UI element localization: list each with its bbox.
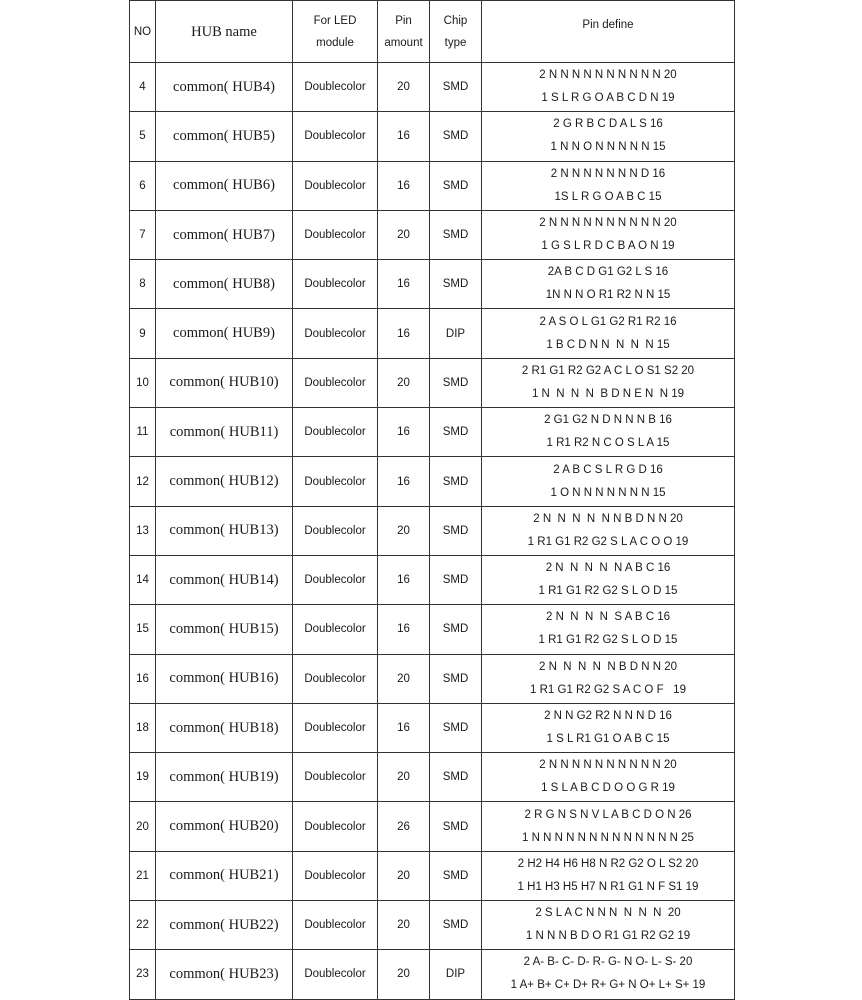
header-pin-line1: Pin <box>395 14 412 27</box>
cell-pin-amount: 20 <box>378 851 430 900</box>
pin-define-even-line: 2 S L A C N N N N N N 20 <box>535 907 681 920</box>
pin-define-odd-line: 1 N N O N N N N N 15 <box>550 141 666 154</box>
cell-hub-name: common( HUB15) <box>156 605 293 654</box>
cell-module: Doublecolor <box>293 457 378 506</box>
cell-pin-amount: 16 <box>378 161 430 210</box>
cell-module: Doublecolor <box>293 555 378 604</box>
pin-define-even-line: 2 N N G2 R2 N N N D 16 <box>544 710 672 722</box>
pin-define-odd-line: 1 S L R G O A B C D N 19 <box>541 92 675 105</box>
pin-define-even-line: 2 N N N N S A B C 16 <box>546 611 670 624</box>
pin-define-odd-line: 1 H1 H3 H5 H7 N R1 G1 N F S1 19 <box>517 880 699 893</box>
cell-chip-type: SMD <box>430 161 482 210</box>
table-row <box>130 63 735 112</box>
cell-hub-name: common( HUB13) <box>156 506 293 555</box>
pin-define-odd-line: 1 N N N B D O R1 G1 R2 G2 19 <box>525 930 691 943</box>
cell-no: 14 <box>130 555 156 604</box>
pin-define-even-line: 2 N N N N N N N N N N 20 <box>539 69 677 82</box>
cell-hub-name: common( HUB18) <box>156 703 293 752</box>
cell-pin-amount: 20 <box>378 63 430 112</box>
pin-define-odd-line: 1 G S L R D C B A O N 19 <box>541 240 675 253</box>
cell-no: 9 <box>130 309 156 358</box>
header-chip-type <box>430 1 482 63</box>
cell-no: 21 <box>130 851 156 900</box>
pin-define-odd-line: 1 S L R1 G1 O A B C 15 <box>546 733 670 745</box>
table-row <box>130 210 735 259</box>
cell-module: Doublecolor <box>293 309 378 358</box>
cell-pin-define <box>482 457 735 506</box>
hub-pin-table <box>129 0 735 1000</box>
pin-define-odd-line: 1 R1 G1 R2 G2 S L O D 15 <box>538 585 678 598</box>
cell-no: 13 <box>130 506 156 555</box>
cell-no: 11 <box>130 408 156 457</box>
pin-define-odd-line: 1 O N N N N N N N 15 <box>550 486 666 499</box>
table-row <box>130 358 735 407</box>
pin-define-odd-line: 1 N N N N N N N N N N N N N 25 <box>522 831 694 844</box>
table-row <box>130 901 735 950</box>
cell-no: 5 <box>130 112 156 161</box>
header-module <box>293 1 378 63</box>
table-row <box>130 506 735 555</box>
pin-define-even-line: 2 R1 G1 R2 G2 A C L O S1 S2 20 <box>521 364 695 377</box>
table-header <box>130 1 735 63</box>
cell-chip-type: DIP <box>430 950 482 999</box>
cell-module: Doublecolor <box>293 210 378 259</box>
cell-hub-name: common( HUB22) <box>156 901 293 950</box>
cell-hub-name: common( HUB19) <box>156 753 293 802</box>
cell-pin-amount: 20 <box>378 210 430 259</box>
cell-chip-type: SMD <box>430 605 482 654</box>
cell-chip-type: SMD <box>430 555 482 604</box>
cell-module: Doublecolor <box>293 112 378 161</box>
cell-module: Doublecolor <box>293 901 378 950</box>
cell-hub-name: common( HUB12) <box>156 457 293 506</box>
cell-pin-define <box>482 802 735 851</box>
cell-pin-amount: 20 <box>378 358 430 407</box>
cell-no: 10 <box>130 358 156 407</box>
table-row <box>130 161 735 210</box>
cell-hub-name: common( HUB6) <box>156 161 293 210</box>
cell-pin-define <box>482 112 735 161</box>
cell-pin-define <box>482 260 735 309</box>
cell-module: Doublecolor <box>293 408 378 457</box>
cell-chip-type: SMD <box>430 63 482 112</box>
cell-module: Doublecolor <box>293 802 378 851</box>
cell-module: Doublecolor <box>293 161 378 210</box>
cell-pin-amount: 16 <box>378 309 430 358</box>
header-no: NO <box>130 1 156 63</box>
cell-hub-name: common( HUB11) <box>156 408 293 457</box>
cell-chip-type: SMD <box>430 358 482 407</box>
cell-module: Doublecolor <box>293 260 378 309</box>
cell-no: 19 <box>130 753 156 802</box>
cell-no: 15 <box>130 605 156 654</box>
cell-pin-amount: 16 <box>378 457 430 506</box>
pin-define-odd-line: 1 A+ B+ C+ D+ R+ G+ N O+ L+ S+ 19 <box>510 979 706 992</box>
cell-no: 6 <box>130 161 156 210</box>
cell-pin-define <box>482 950 735 999</box>
cell-chip-type: SMD <box>430 408 482 457</box>
pin-define-odd-line: 1N N N O R1 R2 N N 15 <box>545 289 671 302</box>
cell-pin-amount: 16 <box>378 408 430 457</box>
table-row <box>130 260 735 309</box>
cell-pin-define <box>482 703 735 752</box>
table-row <box>130 457 735 506</box>
header-chip-line2: type <box>444 36 467 49</box>
pin-define-even-line: 2 N N N N N N B D N N 20 <box>533 512 683 525</box>
cell-hub-name: common( HUB4) <box>156 63 293 112</box>
pin-define-even-line: 2 A- B- C- D- R- G- N O- L- S- 20 <box>523 956 693 969</box>
pin-define-even-line: 2 A S O L G1 G2 R1 R2 16 <box>539 315 677 328</box>
header-pin-define: Pin define <box>482 1 735 63</box>
table-body <box>130 63 735 1000</box>
table-row <box>130 654 735 703</box>
cell-no: 18 <box>130 703 156 752</box>
pin-define-even-line: 2 G1 G2 N D N N N B 16 <box>544 414 672 427</box>
pin-define-even-line: 2 N N N N N B D N N 20 <box>538 660 678 673</box>
cell-chip-type: SMD <box>430 802 482 851</box>
cell-chip-type: SMD <box>430 260 482 309</box>
table-row <box>130 950 735 999</box>
cell-pin-define <box>482 851 735 900</box>
table-row <box>130 703 735 752</box>
cell-chip-type: SMD <box>430 112 482 161</box>
cell-chip-type: SMD <box>430 703 482 752</box>
cell-hub-name: common( HUB9) <box>156 309 293 358</box>
cell-pin-amount: 16 <box>378 605 430 654</box>
cell-hub-name: common( HUB23) <box>156 950 293 999</box>
cell-hub-name: common( HUB10) <box>156 358 293 407</box>
pin-define-odd-line: 1S L R G O A B C 15 <box>554 190 662 203</box>
cell-chip-type: SMD <box>430 753 482 802</box>
pin-define-odd-line: 1 S L A B C D O O G R 19 <box>541 782 675 795</box>
cell-no: 4 <box>130 63 156 112</box>
table-row <box>130 753 735 802</box>
cell-module: Doublecolor <box>293 63 378 112</box>
cell-chip-type: SMD <box>430 901 482 950</box>
cell-no: 8 <box>130 260 156 309</box>
cell-pin-define <box>482 63 735 112</box>
pin-define-odd-line: 1 R1 G1 R2 G2 S L O D 15 <box>538 634 678 647</box>
cell-pin-define <box>482 654 735 703</box>
cell-pin-define <box>482 901 735 950</box>
table-row <box>130 309 735 358</box>
cell-module: Doublecolor <box>293 506 378 555</box>
cell-pin-define <box>482 555 735 604</box>
cell-pin-define <box>482 309 735 358</box>
cell-module: Doublecolor <box>293 851 378 900</box>
pin-define-odd-line: 1 R1 G1 R2 G2 S L A C O O 19 <box>527 535 689 548</box>
cell-pin-define <box>482 506 735 555</box>
header-module-line1: For LED <box>313 14 357 27</box>
cell-pin-amount: 20 <box>378 654 430 703</box>
cell-pin-amount: 20 <box>378 753 430 802</box>
cell-pin-amount: 20 <box>378 506 430 555</box>
pin-define-even-line: 2 G R B C D A L S 16 <box>553 118 663 131</box>
cell-pin-amount: 16 <box>378 703 430 752</box>
cell-hub-name: common( HUB16) <box>156 654 293 703</box>
cell-no: 7 <box>130 210 156 259</box>
pin-define-even-line: 2 A B C S L R G D 16 <box>553 463 663 476</box>
pin-define-odd-line: 1 R1 G1 R2 G2 S A C O F 19 <box>530 683 686 696</box>
cell-pin-define <box>482 358 735 407</box>
cell-hub-name: common( HUB8) <box>156 260 293 309</box>
cell-pin-amount: 20 <box>378 901 430 950</box>
cell-hub-name: common( HUB21) <box>156 851 293 900</box>
pin-define-odd-line: 1 B C D N N N N N 15 <box>546 338 670 351</box>
pin-define-even-line: 2 N N N N N N N N N N 20 <box>539 759 677 772</box>
cell-pin-define <box>482 161 735 210</box>
cell-pin-define <box>482 408 735 457</box>
table-row <box>130 112 735 161</box>
header-chip-line1: Chip <box>443 14 468 27</box>
cell-chip-type: SMD <box>430 457 482 506</box>
cell-chip-type: SMD <box>430 851 482 900</box>
cell-pin-define <box>482 210 735 259</box>
cell-chip-type: SMD <box>430 654 482 703</box>
pin-define-even-line: 2A B C D G1 G2 L S 16 <box>547 266 669 279</box>
cell-module: Doublecolor <box>293 703 378 752</box>
pin-define-even-line: 2 H2 H4 H6 H8 N R2 G2 O L S2 20 <box>517 857 699 870</box>
cell-hub-name: common( HUB20) <box>156 802 293 851</box>
pin-define-odd-line: 1 N N N N B D N E N N 19 <box>531 387 685 400</box>
cell-no: 16 <box>130 654 156 703</box>
table-row <box>130 605 735 654</box>
cell-pin-amount: 20 <box>378 950 430 999</box>
header-row <box>130 1 735 63</box>
cell-pin-amount: 16 <box>378 555 430 604</box>
cell-hub-name: common( HUB14) <box>156 555 293 604</box>
header-module-line2: module <box>316 36 354 49</box>
cell-no: 12 <box>130 457 156 506</box>
header-pin-line2: amount <box>384 36 423 49</box>
cell-no: 23 <box>130 950 156 999</box>
pin-define-even-line: 2 N N N N N A B C 16 <box>545 562 671 575</box>
cell-no: 22 <box>130 901 156 950</box>
cell-pin-amount: 26 <box>378 802 430 851</box>
cell-pin-define <box>482 753 735 802</box>
cell-chip-type: DIP <box>430 309 482 358</box>
cell-module: Doublecolor <box>293 753 378 802</box>
cell-module: Doublecolor <box>293 358 378 407</box>
cell-module: Doublecolor <box>293 654 378 703</box>
pin-define-odd-line: 1 R1 R2 N C O S L A 15 <box>546 437 670 450</box>
header-pin-amount <box>378 1 430 63</box>
cell-chip-type: SMD <box>430 210 482 259</box>
pin-define-even-line: 2 N N N N N N N N N N 20 <box>539 217 677 230</box>
cell-pin-amount: 16 <box>378 260 430 309</box>
table-row <box>130 555 735 604</box>
cell-hub-name: common( HUB7) <box>156 210 293 259</box>
header-hub-name: HUB name <box>156 1 293 63</box>
cell-hub-name: common( HUB5) <box>156 112 293 161</box>
table-row <box>130 408 735 457</box>
table-row <box>130 851 735 900</box>
pin-define-even-line: 2 R G N S N V L A B C D O N 26 <box>524 808 692 821</box>
table-row <box>130 802 735 851</box>
cell-chip-type: SMD <box>430 506 482 555</box>
cell-module: Doublecolor <box>293 950 378 999</box>
cell-module: Doublecolor <box>293 605 378 654</box>
pin-define-even-line: 2 N N N N N N N D 16 <box>550 167 666 180</box>
cell-no: 20 <box>130 802 156 851</box>
cell-pin-amount: 16 <box>378 112 430 161</box>
cell-pin-define <box>482 605 735 654</box>
